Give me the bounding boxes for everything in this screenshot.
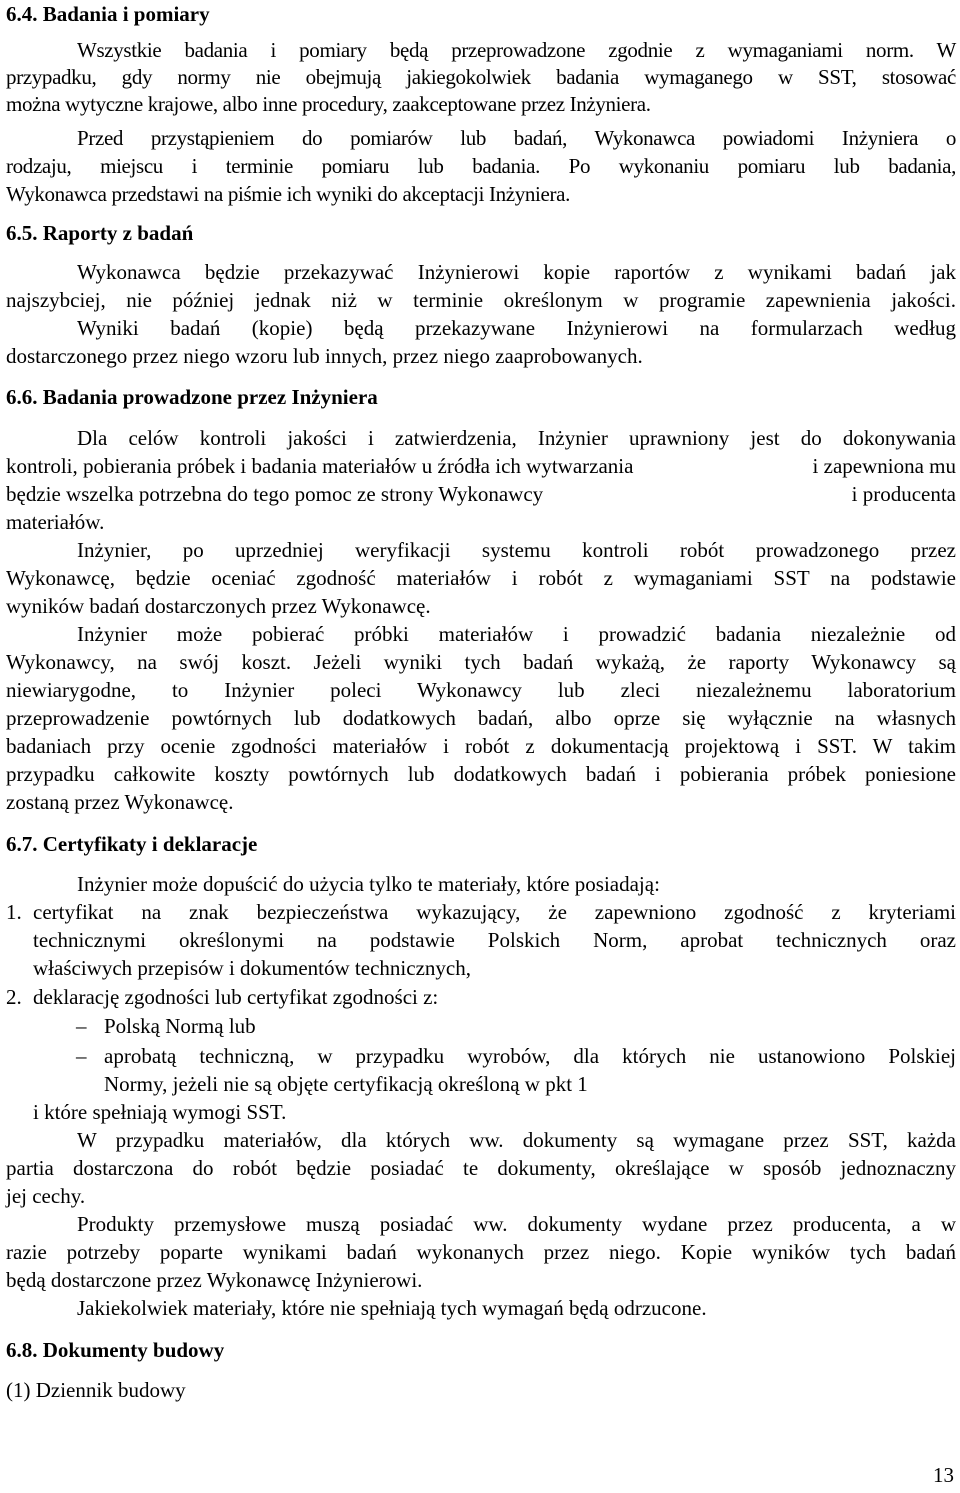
s65-line-1: Wykonawca będzie przekazywać Inżynierowi kopie raportów z wynikami badań jak bbox=[77, 260, 956, 284]
heading-6-8: 6.8. Dokumenty budowy bbox=[6, 1338, 225, 1362]
s67-dash-2-line-1: aprobatą techniczną, w przypadku wyrobów, dla których nie ustanowiono Polskiej bbox=[104, 1044, 956, 1068]
s67-line-1: W przypadku materiałów, dla których ww. dokumenty są wymagane przez SST, każda bbox=[77, 1128, 956, 1152]
s67-item-2-text: deklarację zgodności lub certyfikat zgodności z: bbox=[33, 985, 439, 1009]
item-1-number: 1. bbox=[6, 900, 22, 924]
s66-line-9: Wykonawcy, na swój koszt. Jeżeli wyniki tych badań wykażą, że raporty Wykonawcy są bbox=[6, 650, 956, 674]
dash-bullet: – bbox=[76, 1014, 87, 1038]
s64-line-2: przypadku, gdy normy nie obejmują jakiegokolwiek badania wymaganego w SST, stosować bbox=[6, 65, 956, 89]
s66-line-7: wyników badań dostarczonych przez Wykonawcę. bbox=[6, 594, 431, 618]
s67-line-3: jej cechy. bbox=[6, 1184, 86, 1208]
s67-dash-1-text: Polską Normą lub bbox=[104, 1014, 256, 1038]
s66-line-11: przeprowadzenie powtórnych lub dodatkowych badań, albo oprze się wyłącznie na własnych bbox=[6, 706, 956, 730]
s67-line-6: będą dostarczone przez Wykonawcę Inżynierowi. bbox=[6, 1268, 423, 1292]
heading-6-4: 6.4. Badania i pomiary bbox=[6, 2, 210, 26]
s67-item-1-line-1: certyfikat na znak bezpieczeństwa wykazujący, że zapewniono zgodność z kryteriami bbox=[33, 900, 956, 924]
s66-line-3-left: będzie wszelka potrzebna do tego pomoc ze strony Wykonawcy bbox=[6, 482, 544, 506]
s65-line-4: dostarczonego przez niego wzoru lub innych, przez niego zaaprobowanych. bbox=[6, 344, 643, 368]
s66-line-14: zostaną przez Wykonawcę. bbox=[6, 790, 234, 814]
s64-line-6: Wykonawca przedstawi na piśmie ich wyniki do akceptacji Inżyniera. bbox=[6, 182, 570, 206]
s66-line-4: materiałów. bbox=[6, 510, 105, 534]
s67-intro: Inżynier może dopuścić do użycia tylko te materiały, które posiadają: bbox=[77, 872, 660, 896]
s67-line-5: razie potrzeby poparte wynikami badań wykonanych przez niego. Kopie wyników tych badań bbox=[6, 1240, 956, 1264]
s64-line-4: Przed przystąpieniem do pomiarów lub badań, Wykonawca powiadomi Inżyniera o bbox=[77, 126, 956, 150]
s67-item-1-line-3: właściwych przepisów i dokumentów technicznych, bbox=[33, 956, 471, 980]
s66-line-2-left: kontroli, pobierania próbek i badania materiałów u źródła ich wytwarzania bbox=[6, 454, 634, 478]
s66-line-2 bbox=[6, 452, 956, 480]
s67-item-1-line-2: technicznymi określonymi na podstawie Polskich Norm, aprobat technicznych oraz bbox=[33, 928, 956, 952]
s66-line-2-right: i zapewniona mu bbox=[812, 454, 956, 478]
s66-line-5: Inżynier, po uprzedniej weryfikacji systemu kontroli robót prowadzonego przez bbox=[77, 538, 956, 562]
s67-line-2: partia dostarczona do robót będzie posiadać te dokumenty, określające w sposób jednoznaczny bbox=[6, 1156, 956, 1180]
s67-line-4: Produkty przemysłowe muszą posiadać ww. dokumenty wydane przez producenta, a w bbox=[77, 1212, 956, 1236]
s66-line-3 bbox=[6, 480, 956, 508]
dash-bullet: – bbox=[76, 1044, 87, 1068]
s67-tail: i które spełniają wymogi SST. bbox=[33, 1100, 287, 1124]
s66-line-8: Inżynier może pobierać próbki materiałów i prowadzić badania niezależnie od bbox=[77, 622, 956, 646]
s66-line-6: Wykonawcę, będzie oceniać zgodność materiałów i robót z wymaganiami SST na podstawie bbox=[6, 566, 956, 590]
s68-subheading: (1) Dziennik budowy bbox=[6, 1378, 186, 1402]
s64-line-3: można wytyczne krajowe, albo inne procedury, zaakceptowane przez Inżyniera. bbox=[6, 92, 651, 116]
s65-line-2: najszybciej, nie później jednak niż w terminie określonym w programie zapewnienia jakości. bbox=[6, 288, 956, 312]
s66-line-1: Dla celów kontroli jakości i zatwierdzenia, Inżynier uprawniony jest do dokonywania bbox=[77, 426, 956, 450]
item-2-number: 2. bbox=[6, 985, 22, 1009]
s65-line-3: Wyniki badań (kopie) będą przekazywane Inżynierowi na formularzach według bbox=[77, 316, 956, 340]
s67-dash-2-line-2: Normy, jeżeli nie są objęte certyfikacją określoną w pkt 1 bbox=[104, 1072, 588, 1096]
s67-line-7: Jakiekolwiek materiały, które nie spełniają tych wymagań będą odrzucone. bbox=[77, 1296, 707, 1320]
s66-line-12: badaniach przy ocenie zgodności materiałów i robót z dokumentacją projektową i SST. W takim bbox=[6, 734, 956, 758]
heading-6-7: 6.7. Certyfikaty i deklaracje bbox=[6, 832, 258, 856]
s66-line-10: niewiarygodne, to Inżynier poleci Wykonawcy lub zleci niezależnemu laboratorium bbox=[6, 678, 956, 702]
s66-line-13: przypadku całkowite koszty powtórnych lub dodatkowych badań i pobierania próbek poniesione bbox=[6, 762, 956, 786]
s66-line-3-right: i producenta bbox=[851, 482, 956, 506]
heading-6-5: 6.5. Raporty z badań bbox=[6, 221, 194, 245]
s64-line-5: rodzaju, miejscu i terminie pomiaru lub badania. Po wykonaniu pomiaru lub badania, bbox=[6, 154, 956, 178]
heading-6-6: 6.6. Badania prowadzone przez Inżyniera bbox=[6, 385, 378, 409]
page-number: 13 bbox=[933, 1463, 954, 1487]
s64-line-1: Wszystkie badania i pomiary będą przeprowadzone zgodnie z wymaganiami norm. W bbox=[77, 38, 956, 62]
